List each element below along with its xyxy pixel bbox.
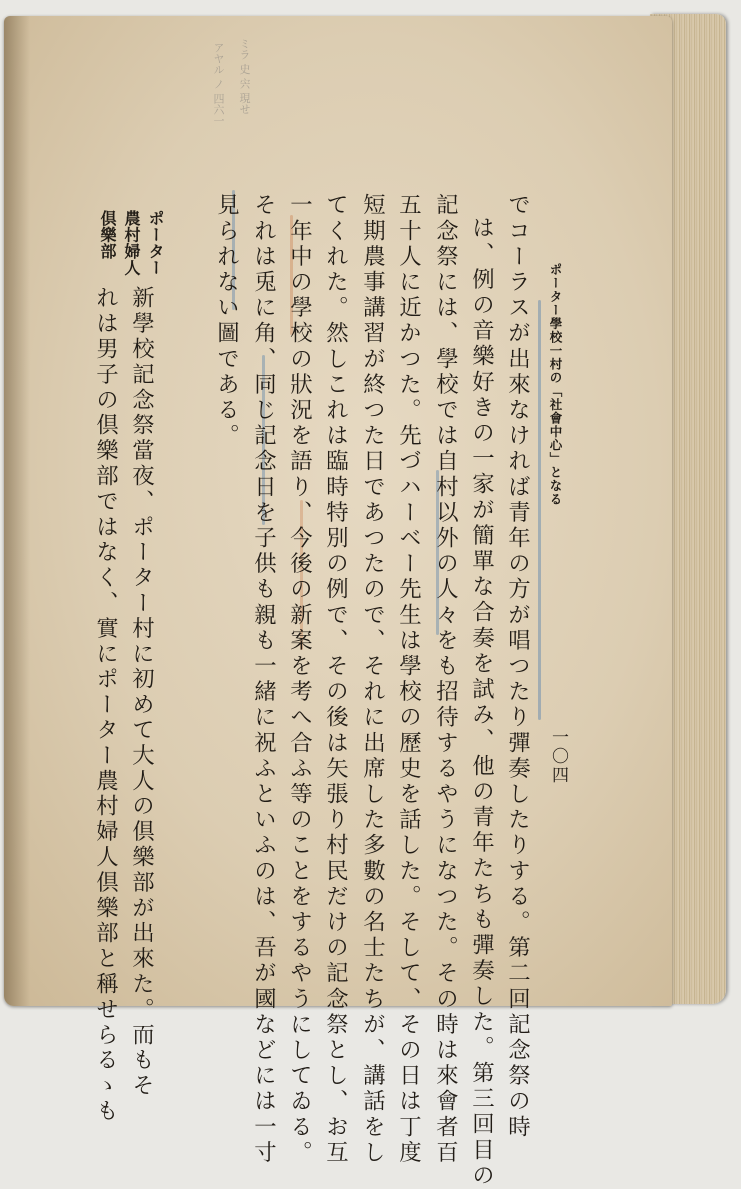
section-heading-line: 倶樂部 [98,210,117,260]
body-text-column: それは兎に角、同じ記念日を子供も親も一緒に祝ふといふのは、吾が國などには一寸 [250,193,277,1166]
body-text-column: は、例の音樂好きの一家が簡單な合奏を試み、他の青年たちも彈奏した。第三回目の [468,216,495,1189]
spine-shadow [4,16,30,1006]
margin-note-pencil: ミラ 史 宍 現せ [238,38,251,115]
page-number: 一〇四 [548,728,568,785]
body-text-column: 記念祭には、學校では自村以外の人々をも招待するやうになつた。その時は來會者百 [432,193,459,1166]
section-heading-line: 農村婦人 [122,210,141,276]
section-text-column: 新學校記念祭當夜、ポーター村に初めて大人の倶樂部が出來た。而もそ [128,286,155,1099]
running-head: ポーター學校一村の「社會中心」となる [548,263,563,506]
body-text-column: 短期農事講習が終つた日であつたので、それに出席した多數の名士たちが、講話をし [359,193,386,1166]
body-text-column: てくれた。然しこれは臨時特別の例で、その後は矢張り村民だけの記念祭とし、お互 [322,193,349,1166]
section-heading-line: ポーター [146,210,165,276]
body-text-column: 一年中の學校の狀況を語り、今後の新案を考へ合ふ等のことをするやうにしてゐる。 [286,193,313,1166]
margin-note-pencil: アヤル ノ 四六一 [212,42,225,126]
body-text-column: 見られない圖である。 [213,193,240,449]
body-text-column: でコーラスが出來なければ青年の方が唱つたり彈奏したりする。第二回記念祭の時 [504,193,531,1141]
body-text-column: 五十人に近かつた。先づハーベー先生は學校の歷史を話した。そして、その日は丁度 [395,193,422,1166]
section-text-column: れは男子の倶樂部ではなく、實にポーター農村婦人倶樂部と稱せらるゝも [92,286,119,1125]
blue-pencil-mark [538,300,541,720]
